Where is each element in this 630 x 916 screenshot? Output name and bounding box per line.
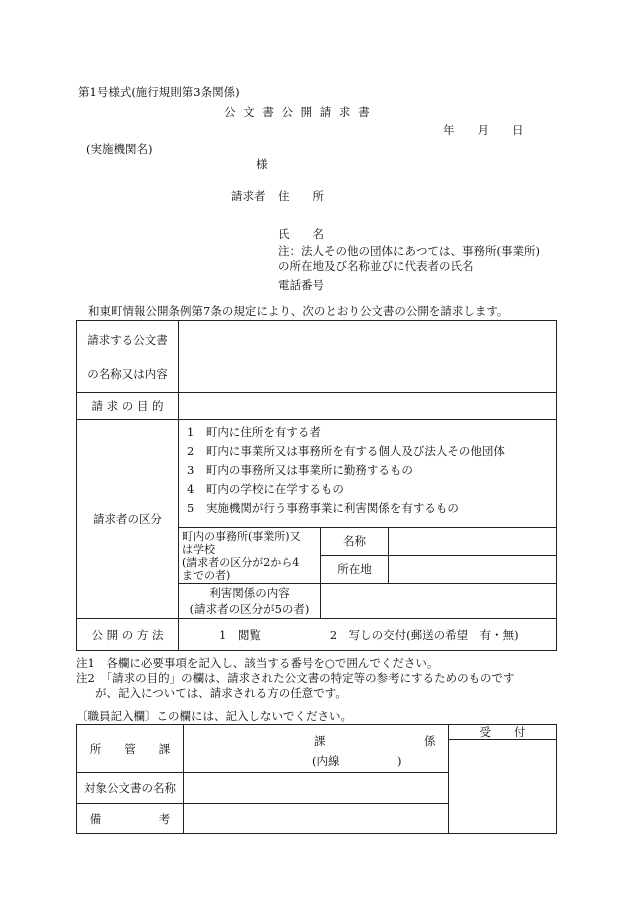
interest-label: 利害関係の内容 (請求者の区分が5の者): [179, 584, 321, 619]
dept-label: 所 管 課: [77, 725, 184, 773]
received-label: 受 付: [449, 725, 556, 740]
kakari-label: 係: [424, 734, 436, 748]
category-item[interactable]: 5 実施機関が行う事務事業に利害関係を有するもの: [187, 501, 459, 515]
remarks-label: 備 考: [77, 804, 184, 834]
office-name-field[interactable]: [389, 528, 556, 556]
method-label: 公 開 の 方 法: [77, 619, 179, 651]
corporate-note-1: 注：法人その他の団体にあつては、事務所(事業所): [278, 244, 540, 258]
received-box[interactable]: [449, 725, 557, 834]
office-sublabels: [321, 528, 389, 584]
purpose-field[interactable]: [179, 393, 557, 420]
office-label: 町内の事務所(事業所)又 は学校 (請求者の区分が2から4 までの者): [179, 528, 321, 584]
office-location-field[interactable]: [389, 556, 556, 583]
address-label: 住 所: [278, 189, 324, 203]
requester-label: 請求者: [231, 189, 266, 203]
category-item[interactable]: 1 町内に住所を有する者: [187, 425, 321, 439]
office-name-label: 名称: [321, 528, 388, 556]
category-item[interactable]: 3 町内の事務所又は事業所に勤務するもの: [187, 463, 413, 477]
doc-name-label: 請求する公文書 の名称又は内容: [77, 321, 179, 393]
category-list[interactable]: [179, 420, 557, 528]
purpose-label: 請 求 の 目 的: [77, 393, 179, 420]
sama-label: 様: [256, 157, 268, 171]
category-label: 請求者の区分: [77, 420, 179, 619]
dept-field[interactable]: [184, 725, 449, 773]
name-label: 氏 名: [278, 227, 324, 241]
ka-label: 課: [314, 734, 326, 748]
form-number: 第1号様式(施行規則第3条関係): [78, 85, 240, 99]
category-item[interactable]: 2 町内に事業所又は事務所を有する個人及び法人その他団体: [187, 444, 505, 458]
target-doc-field[interactable]: [184, 773, 449, 804]
note-1: 注1 各欄に必要事項を記入し、該当する番号を○で囲んでください。: [76, 656, 439, 670]
note-2-cont: が、記入については、請求される方の任意です。: [95, 686, 347, 700]
target-doc-label: 対象公文書の名称: [77, 773, 184, 804]
page-title: 公 文 書 公 開 請 求 書: [224, 105, 372, 119]
doc-name-field[interactable]: [179, 321, 557, 393]
staff-heading: 〔職員記入欄〕この欄には、記入しないでください。: [76, 709, 352, 723]
intro-text: 和東町情報公開条例第7条の規定により、次のとおり公文書の公開を請求します。: [88, 304, 509, 318]
office-fields[interactable]: [389, 528, 557, 584]
note-2: 注2 「請求の目的」の欄は、請求された公文書の特定等の参考にするためのものです: [76, 671, 515, 685]
agency-label: (実施機関名): [86, 142, 153, 156]
category-item[interactable]: 4 町内の学校に在学するもの: [187, 482, 344, 496]
office-location-label: 所在地: [337, 562, 372, 576]
extension-label: (内線 ): [312, 754, 402, 768]
date-field: 年 月 日: [443, 123, 524, 137]
method-options[interactable]: 1 閲覧 2 写しの交付(郵送の希望 有・無): [179, 619, 557, 651]
remarks-field[interactable]: [184, 804, 449, 834]
corporate-note-2: の所在地及び名称並びに代表者の氏名: [278, 259, 474, 273]
staff-table: [76, 724, 557, 834]
phone-label: 電話番号: [278, 278, 324, 292]
request-table: [76, 320, 557, 651]
interest-field[interactable]: [321, 584, 557, 619]
